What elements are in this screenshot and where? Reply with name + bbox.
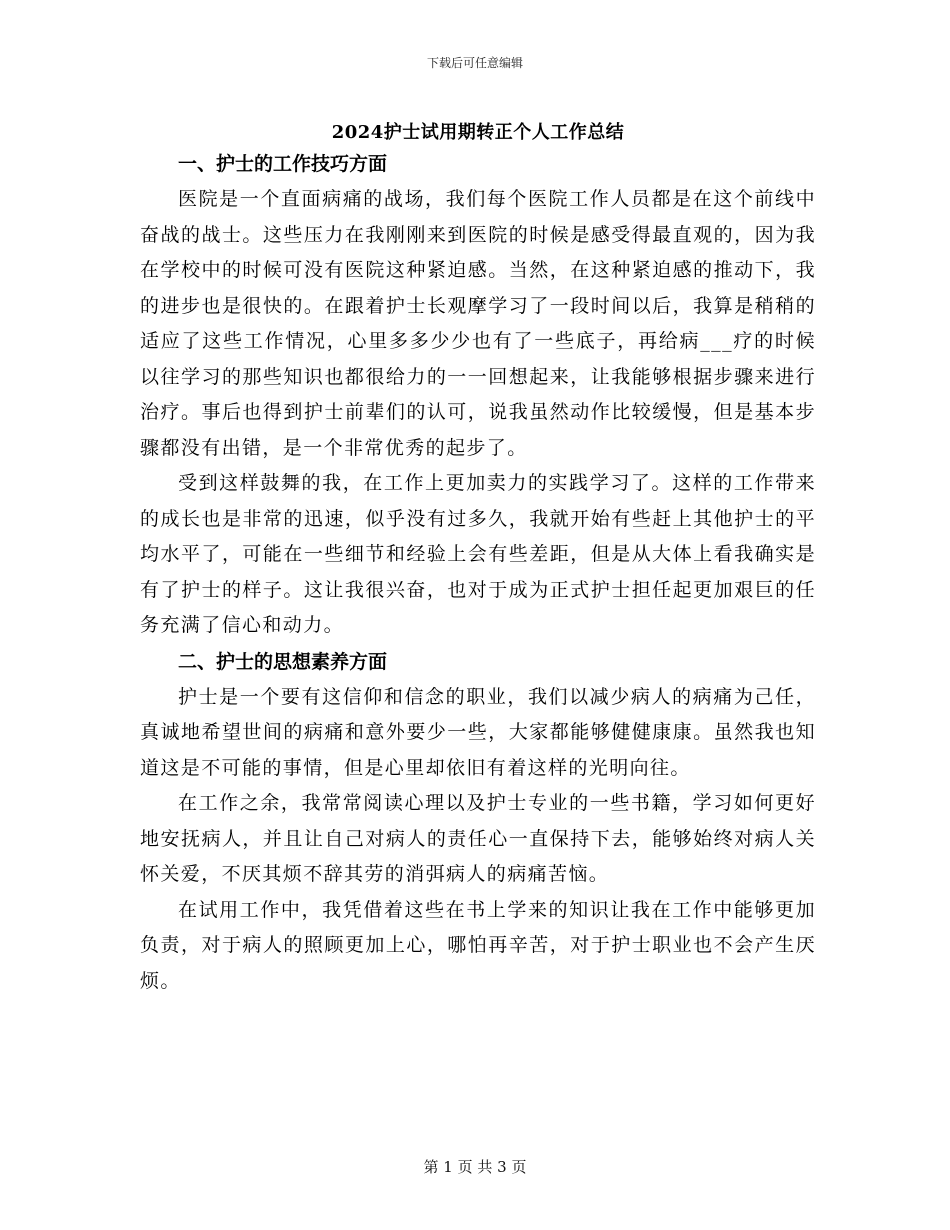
document-body [140,146,816,999]
paragraph: 受到这样鼓舞的我，在工作上更加卖力的实践学习了。这样的工作带来的成长也是非常的迅速，似乎没有过多久，我就开始有些赶上其他护士的平均水平了，可能在一些细节和经验上会有些差距，但是从大体上看我确实是有了护士的样子。这让我很兴奋，也对于成为正式护士担任起更加艰巨的任务充满了信心和动力。 [140,472,816,636]
paragraph: 医院是一个直面病痛的战场，我们每个医院工作人员都是在这个前线中奋战的战士。这些压力在我刚刚来到医院的时候是感受得最直观的，因为我在学校中的时候可没有医院这种紧迫感。当然，在这种紧迫感的推动下，我的进步也是很快的。在跟着护士长观摩学习了一段时间以后，我算是稍稍的适应了这些工作情况，心里多多少少也有了一些底子，再给病___疗的时候以往学习的那些知识也都很给力的一一回想起来，让我能够根据步骤来进行治疗。事后也得到护士前辈们的认可，说我虽然动作比较缓慢，但是基本步骤都没有出错，是一个非常优秀的起步了。 [140,188,816,459]
section-heading: 二、护士的思想素养方面 [178,650,388,673]
paragraph: 护士是一个要有这信仰和信念的职业，我们以减少病人的病痛为己任，真诚地希望世间的病痛和意外要少一些，大家都能够健健康康。虽然我也知道这是不可能的事情，但是心里却依旧有着这样的光明向往。 [140,685,816,779]
section-heading: 一、护士的工作技巧方面 [178,153,388,175]
document-title: 2024护士试用期转正个人工作总结 [331,122,625,143]
paragraph: 在试用工作中，我凭借着这些在书上学来的知识让我在工作中能够更加负责，对于病人的照顾更加上心，哪怕再辛苦，对于护士职业也不会产生厌烦。 [140,898,816,992]
page-header-note: 下载后可任意编辑 [426,56,523,70]
page-footer-page-number: 第 1 页 共 3 页 [423,1158,527,1176]
paragraph: 在工作之余，我常常阅读心理以及护士专业的一些书籍，学习如何更好地安抚病人，并且让自己对病人的责任心一直保持下去，能够始终对病人关怀关爱，不厌其烦不辞其劳的消弭病人的病痛苦恼。 [140,792,816,885]
